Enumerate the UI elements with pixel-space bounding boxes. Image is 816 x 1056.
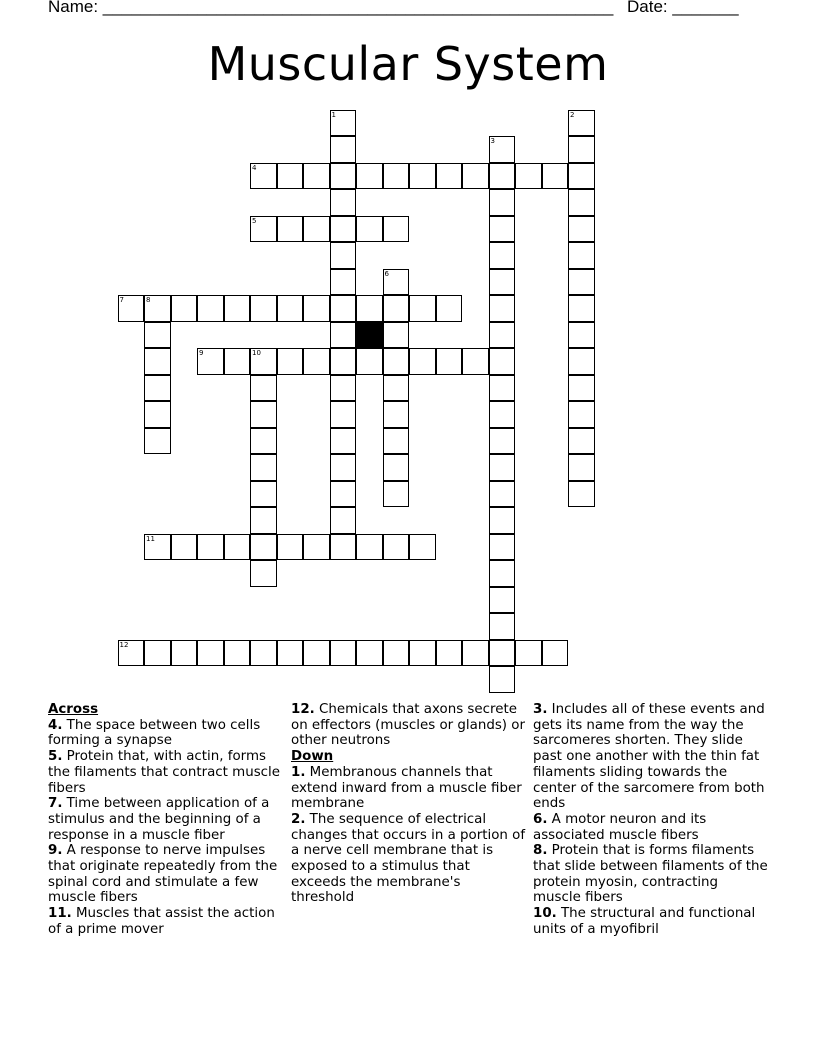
grid-cell[interactable]: [250, 534, 277, 561]
grid-cell[interactable]: [568, 375, 595, 402]
grid-cell[interactable]: [542, 640, 569, 667]
clue-text: Chemicals that axons secrete on effectors (muscles or glands) or other neutrons: [291, 702, 525, 749]
grid-cell[interactable]: [303, 163, 330, 190]
grid-cell[interactable]: [383, 401, 410, 428]
grid-cell[interactable]: [489, 428, 516, 455]
clue-number-label: 3: [490, 137, 495, 145]
clue-number-label: 9: [199, 349, 204, 357]
grid-cell[interactable]: [489, 534, 516, 561]
grid-cell[interactable]: [250, 295, 277, 322]
clue-number-label: 11: [146, 534, 155, 543]
clue-item: [533, 812, 769, 843]
grid-cell[interactable]: [489, 269, 516, 296]
clue-number: 4.: [48, 717, 63, 733]
grid-cell[interactable]: [356, 348, 383, 375]
grid-cell[interactable]: [489, 322, 516, 349]
grid-cell[interactable]: [330, 534, 357, 561]
grid-cell[interactable]: [409, 163, 436, 190]
clue-item: [291, 812, 526, 906]
grid-cell[interactable]: [489, 242, 516, 269]
grid-cell[interactable]: [568, 189, 595, 216]
grid-cell[interactable]: [277, 348, 304, 375]
grid-cell[interactable]: [330, 189, 357, 216]
grid-cell[interactable]: [489, 587, 516, 614]
grid-cell[interactable]: [568, 163, 595, 190]
grid-cell[interactable]: [436, 163, 463, 190]
grid-cell[interactable]: [250, 428, 277, 455]
grid-cell[interactable]: [144, 375, 171, 402]
grid-cell[interactable]: [489, 640, 516, 667]
grid-cell[interactable]: [118, 295, 145, 322]
grid-cell[interactable]: [250, 507, 277, 534]
grid-cell[interactable]: [250, 401, 277, 428]
clue-text: Time between application of a stimulus and the beginning of a response in a muscle fiber: [48, 796, 270, 843]
clue-text: Muscles that assist the action of a prime mover: [48, 906, 275, 937]
name-field-label: Name: ______________________________________________________: [48, 0, 614, 16]
grid-cell[interactable]: [224, 640, 251, 667]
clue-item: [291, 765, 526, 812]
across-clue-list-continued: [291, 702, 526, 749]
grid-cell[interactable]: [489, 136, 516, 163]
grid-cell[interactable]: [383, 375, 410, 402]
clue-number-label: 4: [252, 163, 257, 172]
grid-cell[interactable]: [330, 136, 357, 163]
grid-cell[interactable]: [489, 613, 516, 640]
grid-cell[interactable]: [224, 348, 251, 375]
grid-cell[interactable]: [568, 242, 595, 269]
grid-cell[interactable]: [568, 322, 595, 349]
clue-text: Includes all of these events and gets its name from the way the sarcomeres shorten. They slide past one another with the thin fat filaments sliding towards the center of the sarcomere from both ends: [533, 702, 765, 812]
grid-cell[interactable]: [330, 242, 357, 269]
clue-item: [533, 906, 769, 937]
grid-cell[interactable]: [568, 136, 595, 163]
grid-cell[interactable]: [542, 163, 569, 190]
grid-cell[interactable]: [409, 640, 436, 667]
clue-item: [48, 749, 280, 796]
grid-cell[interactable]: [303, 534, 330, 561]
across-clue-list: [48, 718, 280, 938]
across-heading: Across: [48, 702, 99, 717]
clue-text: Protein that, with actin, forms the filaments that contract muscle fibers: [48, 749, 280, 796]
grid-cell[interactable]: [224, 534, 251, 561]
grid-cell[interactable]: [568, 216, 595, 243]
clue-number: 8.: [533, 843, 548, 859]
grid-cell[interactable]: [462, 348, 489, 375]
clue-number-label: 8: [146, 296, 151, 304]
grid-cell[interactable]: [144, 534, 171, 561]
grid-cell[interactable]: [356, 295, 383, 322]
clue-number-label: 6: [384, 269, 389, 278]
grid-cell[interactable]: [144, 295, 171, 322]
grid-cell[interactable]: [197, 295, 224, 322]
clue-item: [533, 843, 769, 906]
grid-cell[interactable]: [197, 348, 224, 375]
clue-number: 12.: [291, 702, 315, 717]
grid-cell[interactable]: [250, 375, 277, 402]
clue-number-label: 10: [252, 349, 261, 357]
grid-cell[interactable]: [489, 454, 516, 481]
grid-cell[interactable]: [383, 640, 410, 667]
grid-cell[interactable]: [489, 560, 516, 587]
grid-cell[interactable]: [383, 481, 410, 508]
clue-text: Protein that is forms filaments that slide between filaments of the protein myosin, contracting muscle fibers: [533, 843, 768, 906]
grid-cell[interactable]: [568, 348, 595, 375]
grid-cell[interactable]: [303, 348, 330, 375]
grid-cell[interactable]: [250, 481, 277, 508]
grid-cell[interactable]: [277, 640, 304, 667]
grid-cell[interactable]: [489, 189, 516, 216]
down-clue-list-continued: [533, 702, 769, 938]
grid-cell[interactable]: [489, 507, 516, 534]
grid-cell[interactable]: [489, 163, 516, 190]
grid-cell[interactable]: [489, 295, 516, 322]
grid-cell[interactable]: [383, 534, 410, 561]
clue-item: [48, 906, 280, 937]
clue-text: A motor neuron and its associated muscle fibers: [533, 811, 707, 843]
grid-cell[interactable]: [568, 269, 595, 296]
grid-cell[interactable]: [330, 640, 357, 667]
grid-cell[interactable]: [144, 428, 171, 455]
grid-cell[interactable]: [383, 295, 410, 322]
grid-cell[interactable]: [383, 163, 410, 190]
grid-cell[interactable]: [356, 163, 383, 190]
grid-cell[interactable]: [197, 640, 224, 667]
clue-number-label: 12: [119, 640, 129, 649]
clue-text: The sequence of electrical changes that occurs in a portion of a nerve cell membrane that is exposed to a stimulus that exceeds the membrane's threshold: [291, 811, 526, 906]
grid-cell[interactable]: [409, 534, 436, 561]
grid-cell[interactable]: [489, 348, 516, 375]
clue-number: 3.: [533, 702, 548, 717]
grid-cell[interactable]: [568, 295, 595, 322]
grid-cell[interactable]: [197, 534, 224, 561]
grid-cell[interactable]: [568, 454, 595, 481]
grid-cell[interactable]: [383, 269, 410, 296]
grid-cell[interactable]: [436, 348, 463, 375]
grid-cell[interactable]: [489, 666, 516, 693]
grid-cell[interactable]: [489, 401, 516, 428]
clue-text: Membranous channels that extend inward from a muscle fiber membrane: [291, 764, 522, 812]
clues-column-1: [48, 702, 280, 938]
grid-cell[interactable]: [462, 163, 489, 190]
grid-cell[interactable]: [489, 481, 516, 508]
date-field-label: Date: _______: [627, 0, 739, 16]
grid-cell[interactable]: [568, 401, 595, 428]
clue-item: [48, 718, 280, 749]
clue-item: [48, 796, 280, 843]
grid-cell[interactable]: [250, 640, 277, 667]
grid-cell[interactable]: [171, 534, 198, 561]
grid-cell[interactable]: [330, 216, 357, 243]
clue-number-label: 5: [252, 216, 257, 225]
grid-cell[interactable]: [356, 216, 383, 243]
grid-cell[interactable]: [277, 534, 304, 561]
grid-cell[interactable]: [330, 163, 357, 190]
grid-cell[interactable]: [383, 428, 410, 455]
grid-cell[interactable]: [303, 640, 330, 667]
grid-cell[interactable]: [568, 110, 595, 137]
grid-cell[interactable]: [330, 375, 357, 402]
grid-cell[interactable]: [250, 163, 277, 190]
grid-cell[interactable]: [277, 216, 304, 243]
grid-cell[interactable]: [144, 640, 171, 667]
clue-number: 5.: [48, 749, 63, 765]
grid-cell[interactable]: [224, 295, 251, 322]
clue-number-label: 2: [570, 110, 575, 119]
grid-cell[interactable]: [250, 216, 277, 243]
grid-cell[interactable]: [489, 216, 516, 243]
grid-cell[interactable]: [515, 640, 542, 667]
grid-cell[interactable]: [171, 295, 198, 322]
clue-number: 1.: [291, 764, 306, 780]
clue-number: 11.: [48, 906, 72, 922]
grid-cell[interactable]: [250, 454, 277, 481]
clue-item: [291, 702, 526, 749]
grid-cell[interactable]: [330, 428, 357, 455]
clue-number: 6.: [533, 811, 548, 827]
grid-cell[interactable]: [303, 295, 330, 322]
grid-cell[interactable]: [330, 481, 357, 508]
grid-cell[interactable]: [383, 322, 410, 349]
grid-cell[interactable]: [383, 216, 410, 243]
grid-cell[interactable]: [250, 560, 277, 587]
clue-number: 10.: [533, 906, 557, 922]
grid-cell[interactable]: [356, 640, 383, 667]
clues-column-3: [533, 702, 769, 938]
down-clue-list: [291, 765, 526, 906]
grid-cell[interactable]: [409, 295, 436, 322]
grid-cell[interactable]: [330, 401, 357, 428]
grid-cell[interactable]: [330, 295, 357, 322]
grid-cell[interactable]: [330, 348, 357, 375]
grid-cell[interactable]: [409, 348, 436, 375]
grid-cell[interactable]: [330, 507, 357, 534]
clue-number: 9.: [48, 843, 63, 859]
grid-cell[interactable]: [383, 454, 410, 481]
grid-cell[interactable]: [250, 348, 277, 375]
clue-item: [48, 843, 280, 906]
clue-number-label: 7: [119, 296, 124, 304]
grid-cell[interactable]: [118, 640, 145, 667]
grid-cell[interactable]: [330, 110, 357, 137]
down-heading: Down: [291, 749, 334, 765]
grid-cell[interactable]: [330, 322, 357, 349]
clue-number: 7.: [48, 796, 63, 812]
grid-cell[interactable]: [277, 163, 304, 190]
grid-cell[interactable]: [568, 481, 595, 508]
grid-cell[interactable]: [515, 163, 542, 190]
grid-cell[interactable]: [568, 428, 595, 455]
grid-cell[interactable]: [383, 348, 410, 375]
page-title: Muscular System: [207, 37, 609, 91]
grid-cell[interactable]: [171, 640, 198, 667]
grid-cell[interactable]: [330, 269, 357, 296]
grid-cell[interactable]: [144, 322, 171, 349]
grid-cell[interactable]: [277, 295, 304, 322]
grid-cell[interactable]: [356, 534, 383, 561]
clue-item: [533, 702, 769, 812]
grid-cell[interactable]: [144, 348, 171, 375]
clue-text: A response to nerve impulses that originate repeatedly from the spinal cord and stimulate a few muscle fibers: [48, 843, 278, 906]
clue-text: The structural and functional units of a myofibril: [533, 906, 756, 937]
clues-column-2: [291, 702, 526, 906]
grid-cell[interactable]: [144, 401, 171, 428]
black-square: [356, 322, 383, 349]
grid-cell[interactable]: [303, 216, 330, 243]
clue-text: The space between two cells forming a synapse: [48, 717, 261, 749]
clue-number: 2.: [291, 811, 306, 827]
clue-number-label: 1: [331, 110, 336, 119]
grid-cell[interactable]: [489, 375, 516, 402]
grid-cell[interactable]: [436, 640, 463, 667]
grid-cell[interactable]: [436, 295, 463, 322]
grid-cell[interactable]: [462, 640, 489, 667]
grid-cell[interactable]: [330, 454, 357, 481]
